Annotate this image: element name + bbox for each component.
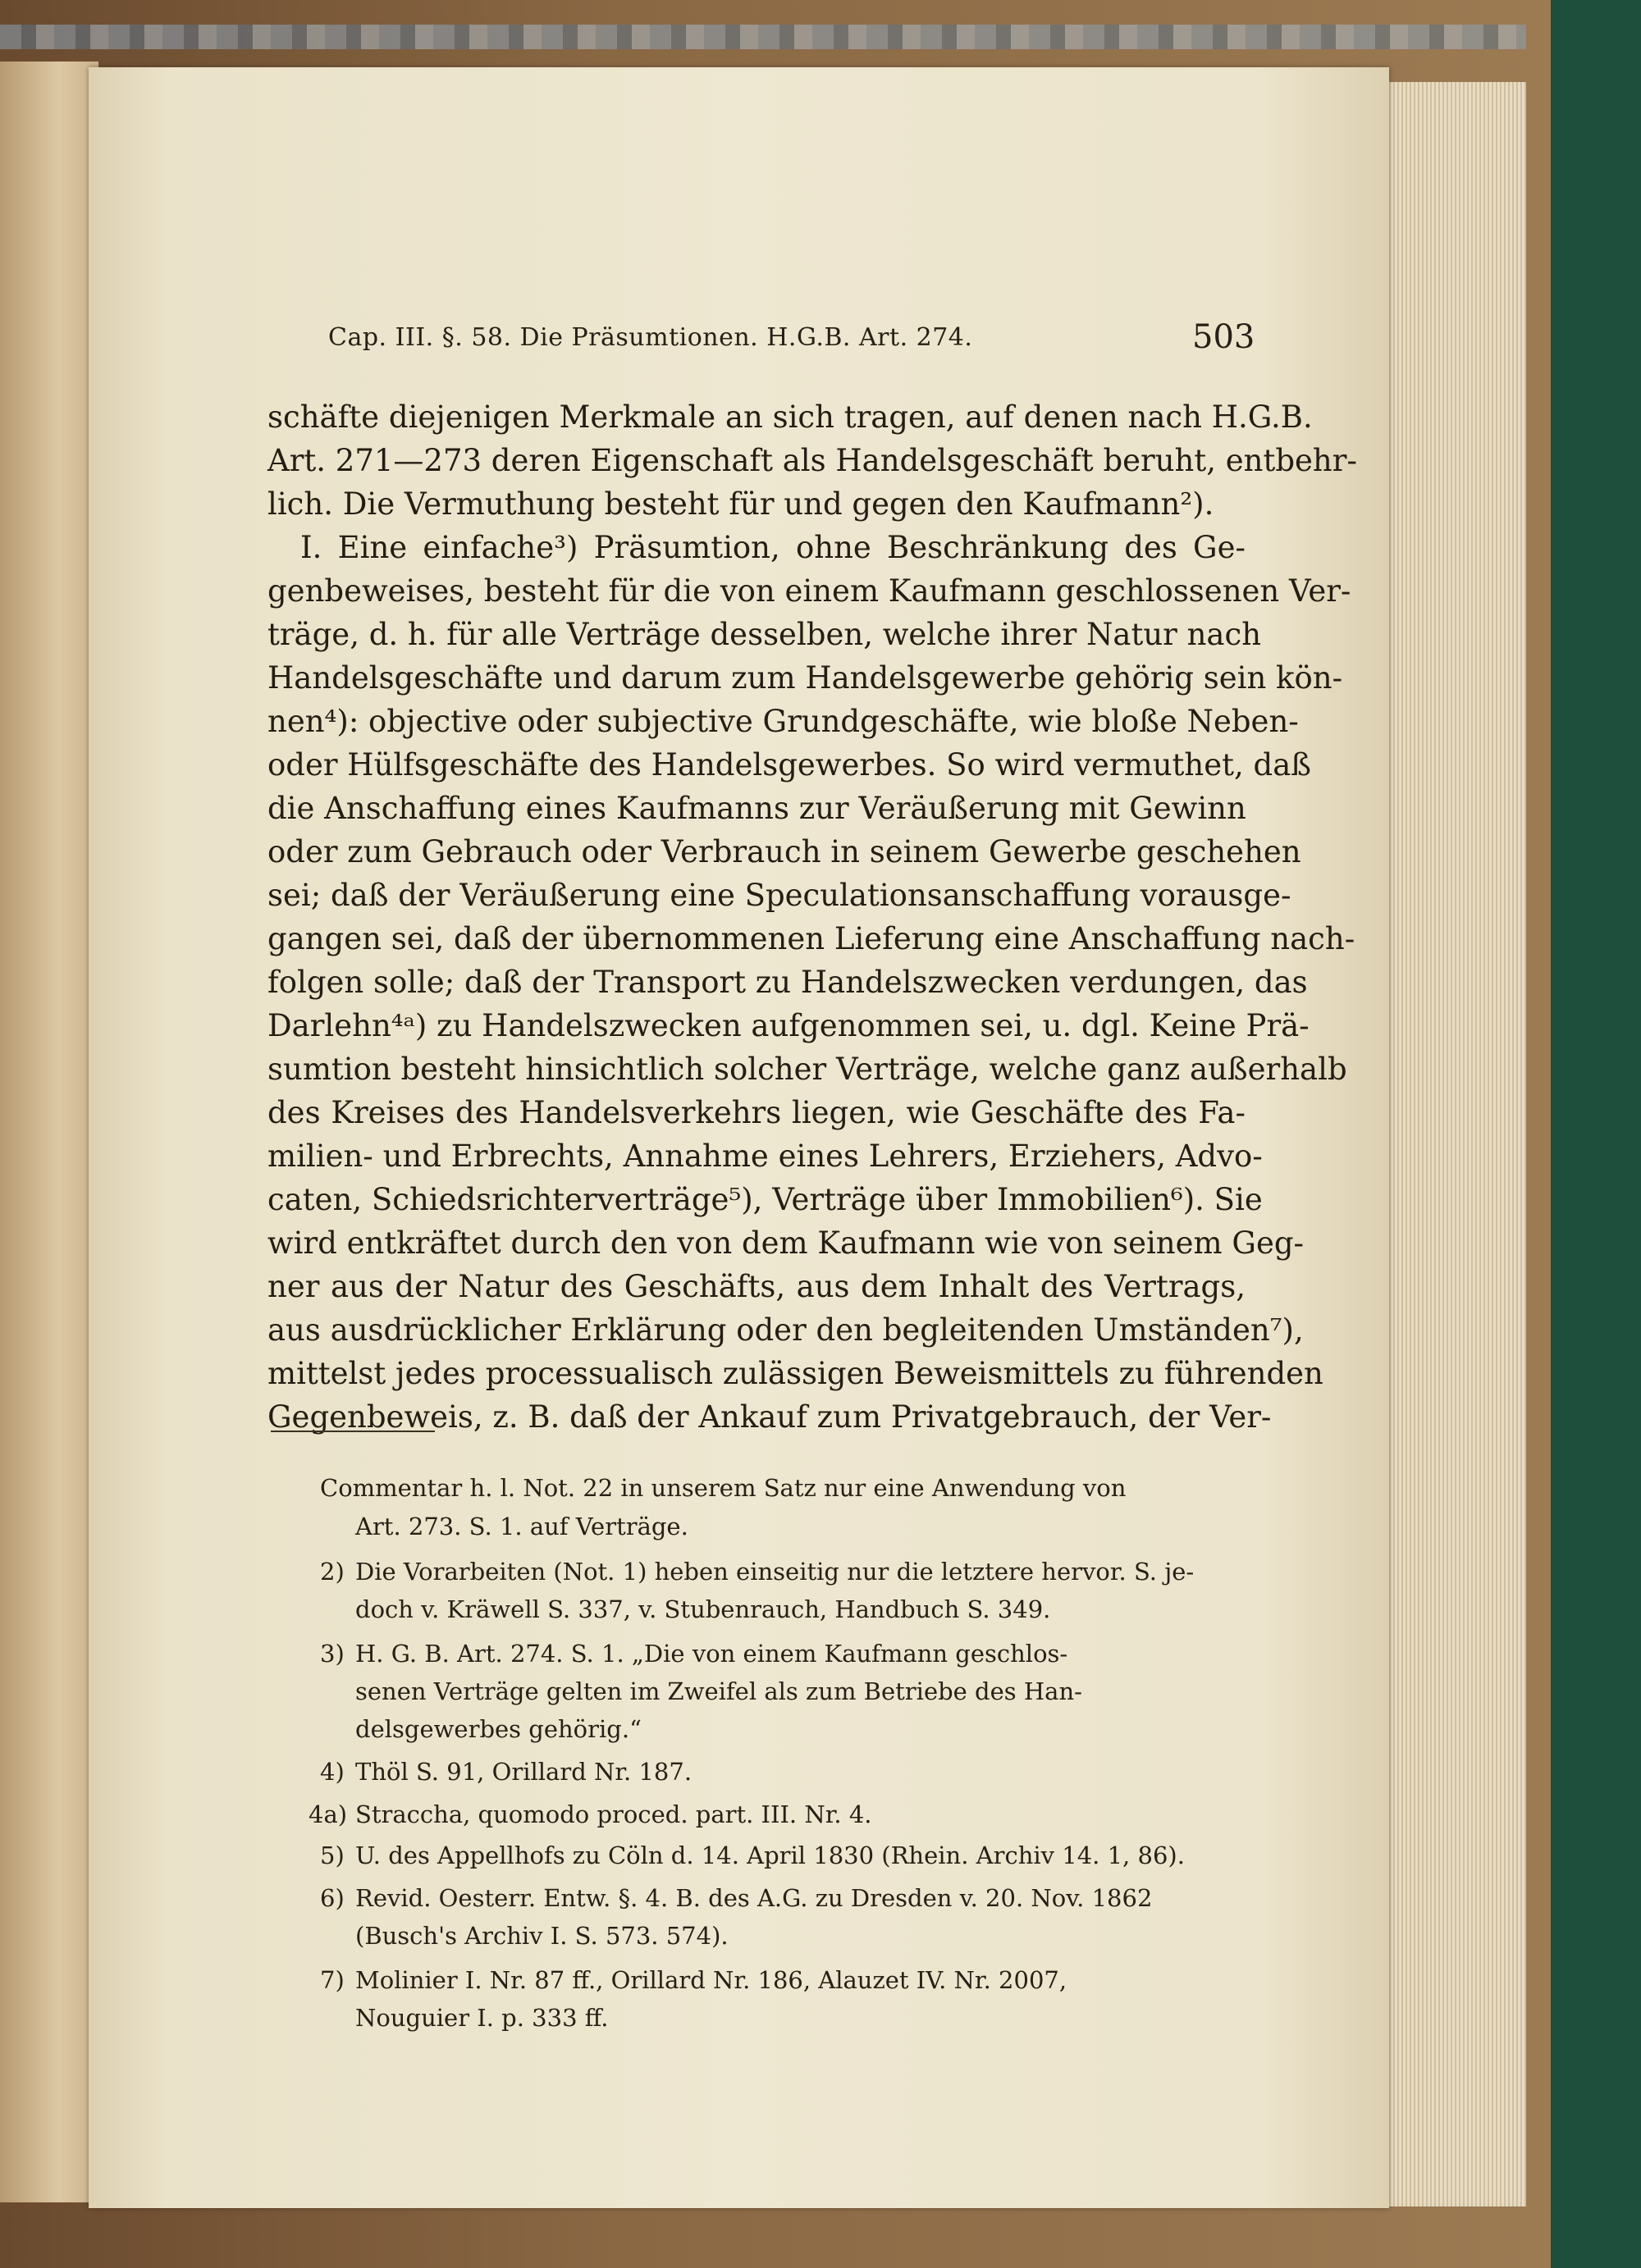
footnote-line: delsgewerbes gehörig.“ [355, 1715, 642, 1743]
body-line: Art. 271—273 deren Eigenschaft als Handelsgeschäft beruht, entbehr- [267, 443, 1357, 478]
footnote-line: senen Verträge gelten im Zweifel als zum Betriebe des Han- [355, 1677, 1082, 1705]
body-line: oder Hülfsgeschäfte des Handelsgewerbes. So wird vermuthet, daß [267, 747, 1312, 783]
body-line: genbeweises, besteht für die von einem Kaufmann geschlossenen Ver- [267, 573, 1351, 609]
body-line: folgen solle; daß der Transport zu Handelszwecken verdungen, das [267, 965, 1308, 1000]
footnote-line: (Busch's Archiv I. S. 573. 574). [355, 1922, 729, 1950]
footnote-number: 6) [320, 1884, 345, 1912]
body-line: gangen sei, daß der übernommenen Lieferung eine Anschaffung nach- [267, 921, 1355, 956]
body-line: Gegenbeweis, z. B. daß der Ankauf zum Privatgebrauch, der Ver- [267, 1399, 1272, 1435]
body-line: die Anschaffung eines Kaufmanns zur Veräußerung mit Gewinn [267, 791, 1246, 826]
cover-marbling [0, 25, 1526, 49]
body-line: wird entkräftet durch den von dem Kaufmann wie von seinem Geg- [267, 1225, 1305, 1261]
footnote-number: 3) [320, 1640, 345, 1668]
footnote-line: Molinier I. Nr. 87 ff., Orillard Nr. 186, Alauzet IV. Nr. 2007, [355, 1966, 1067, 1994]
body-line: des Kreises des Handelsverkehrs liegen, wie Geschäfte des Fa- [267, 1095, 1246, 1130]
footnote-line: Die Vorarbeiten (Not. 1) heben einseitig nur die letztere hervor. S. je- [355, 1558, 1195, 1586]
body-line: sumtion besteht hinsichtlich solcher Verträge, welche ganz außerhalb [267, 1052, 1347, 1087]
footnote-number: 5) [320, 1841, 345, 1869]
footnote-rule [271, 1431, 435, 1432]
book-page [89, 67, 1389, 2208]
body-line: ner aus der Natur des Geschäfts, aus dem Inhalt des Vertrags, [267, 1269, 1246, 1304]
footnote-line: Art. 273. S. 1. auf Verträge. [355, 1513, 688, 1540]
page-number: 503 [1192, 318, 1255, 356]
body-line: schäfte diejenigen Merkmale an sich tragen, auf denen nach H.G.B. [267, 399, 1313, 435]
body-line: lich. Die Vermuthung besteht für und gegen den Kaufmann²). [267, 486, 1214, 522]
footnote-line: doch v. Kräwell S. 337, v. Stubenrauch, Handbuch S. 349. [355, 1595, 1051, 1623]
footnote-line: Revid. Oesterr. Entw. §. 4. B. des A.G. zu Dresden v. 20. Nov. 1862 [355, 1884, 1153, 1912]
body-line: nen⁴): objective oder subjective Grundgeschäfte, wie bloße Neben- [267, 704, 1299, 739]
running-head: Cap. III. §. 58. Die Präsumtionen. H.G.B. Art. 274. [328, 323, 973, 352]
body-line: aus ausdrücklicher Erklärung oder den begleitenden Umständen⁷), [267, 1312, 1304, 1348]
body-line: Handelsgeschäfte und darum zum Handelsgewerbe gehörig sein kön- [267, 660, 1343, 696]
facing-page-edge [0, 62, 98, 2202]
footnote-number: 4a) [309, 1800, 348, 1828]
footnote-line: Nouguier I. p. 333 ff. [355, 2004, 609, 2032]
footnote-line: Commentar h. l. Not. 22 in unserem Satz nur eine Anwendung von [320, 1474, 1127, 1502]
body-line: I. Eine einfache³) Präsumtion, ohne Beschränkung des Ge- [300, 530, 1246, 565]
body-line: mittelst jedes processualisch zulässigen Beweismittels zu führenden [267, 1356, 1323, 1391]
footnote-line: U. des Appellhofs zu Cöln d. 14. April 1830 (Rhein. Archiv 14. 1, 86). [355, 1841, 1185, 1869]
body-line: sei; daß der Veräußerung eine Speculationsanschaffung vorausge- [267, 878, 1291, 913]
footnote-line: Thöl S. 91, Orillard Nr. 187. [355, 1758, 693, 1786]
body-line: caten, Schiedsrichterverträge⁵), Verträge über Immobilien⁶). Sie [267, 1182, 1263, 1217]
footnote-line: H. G. B. Art. 274. S. 1. „Die von einem Kaufmann geschlos- [355, 1640, 1068, 1668]
body-line: träge, d. h. für alle Verträge desselben, welche ihrer Natur nach [267, 617, 1262, 652]
footnote-line: Straccha, quomodo proced. part. III. Nr. 4. [355, 1800, 872, 1828]
body-line: oder zum Gebrauch oder Verbrauch in seinem Gewerbe geschehen [267, 834, 1301, 869]
body-line: Darlehn⁴ᵃ) zu Handelszwecken aufgenommen sei, u. dgl. Keine Prä- [267, 1008, 1310, 1043]
body-line: milien- und Erbrechts, Annahme eines Lehrers, Erziehers, Advo- [267, 1139, 1263, 1174]
footnote-number: 2) [320, 1558, 345, 1586]
footnote-number: 7) [320, 1966, 345, 1994]
footnote-number: 4) [320, 1758, 345, 1786]
